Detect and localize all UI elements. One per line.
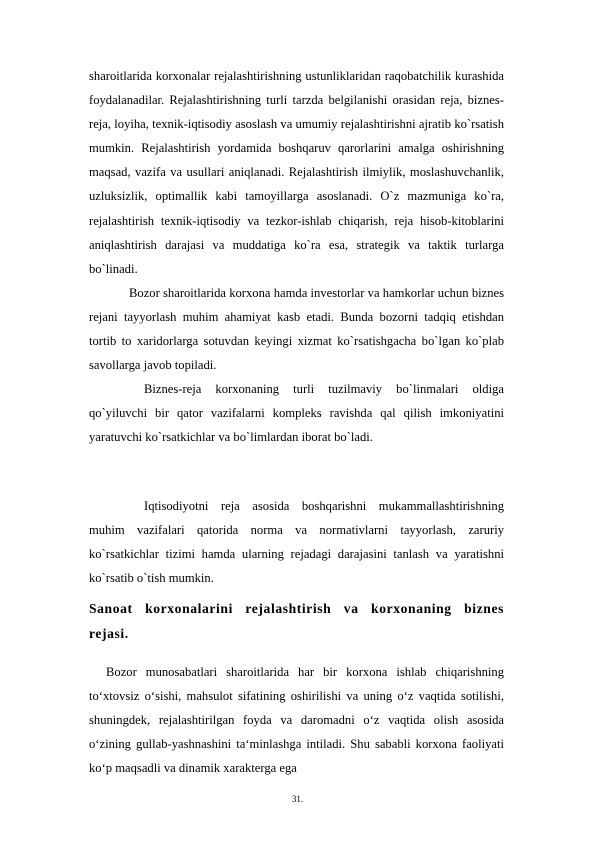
paragraph-business-plan-importance: Bozor sharoitlarida korxona hamda investorlar va hamkorlar uchun biznes rejani tayyorlash muhim ahamiyat kasb etadi. Bunda bozorni tadqiq etishdan tortib to xaridorlarga sotuvdan keyingi xizmat ko`rsatishgacha bo`lgan ko`plab savollarga javob topiladi.: [89, 285, 504, 373]
page-number: 31.: [291, 794, 304, 804]
paragraph-business-plan-structure: Biznes-reja korxonaning turli tuzilmaviy bo`linmalari oldiga qo`yiluvchi bir qator vazifalarni kompleks ravishda qal qilish imkoniyatini yaratuvchi ko`rsatkichlar va bo`limlardan iborat bo`ladi.: [89, 382, 504, 445]
section-heading: Sanoat korxonalarini rejalashtirish va korxonaning biznes rejasi.: [89, 601, 504, 641]
paragraph-planning-overview: sharoitlarida korxonalar rejalashtirishning ustunliklaridan raqobatchilik kurashida foydalanadilar. Rejalashtirishning turli tarzda belgilanishi orasidan reja, biznes-reja, loyiha, texnik-iqtisodiy asoslash va umumiy rejalashtirishni ajratib ko`rsatish mumkin. Rejalashtirish yordamida boshqaruv qarorlarini amalga oshirishning maqsad, vazifa va usullari aniqlanadi. Rejalashtirish ilmiylik, moslashuvchanlik, uzluksizlik, optimallik kabi tamoyillarga asoslanadi. O`z mazmuniga ko`ra, rejalashtirish texnik-iqtisodiy va tezkor-ishlab chiqarish, reja hisob-kitoblarini aniqlashtirish darajasi va muddatiga ko`ra esa, strategik va taktik turlarga bo`linadi.: [89, 69, 504, 276]
paragraph-market-relations: Bozor munosabatlari sharoitlarida har bir korxona ishlab chiqarishning to‘xtovsiz o‘sishi, mahsulot sifatining oshirilishi va uning o‘z vaqtida sotilishi, shuningdek, rejalashtirilgan foyda va daromadni o‘z vaqtida olish asosida o‘zining gullab-yashnashini ta‘minlashga intiladi. Shu sababli korxona faoliyati ko‘p maqsadli va dinamik xarakterga ega: [89, 665, 504, 776]
paragraph-economy-planning: Iqtisodiyotni reja asosida boshqarishni mukammallashtirishning muhim vazifalari qatorida norma va normativlarni tayyorlash, zaruriy ko`rsatkichlar tizimi hamda ularning rejadagi darajasini tanlash va yaratishni ko`rsatib o`tish mumkin.: [89, 499, 504, 586]
body-text-block: [89, 64, 504, 450]
